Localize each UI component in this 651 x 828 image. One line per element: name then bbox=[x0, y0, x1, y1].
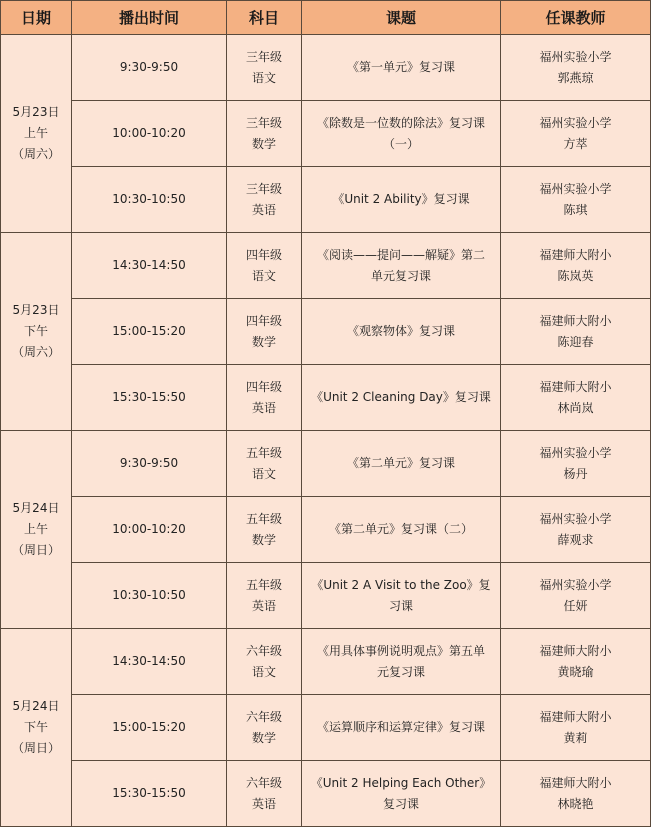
teacher-cell-line: 林晓艳 bbox=[557, 796, 594, 811]
subject-cell-line: 五年级 bbox=[245, 511, 282, 526]
subject-cell-line: 数学 bbox=[251, 532, 276, 547]
time-cell: 14:30-14:50 bbox=[72, 233, 227, 299]
header-row bbox=[1, 1, 651, 35]
subject-cell bbox=[227, 233, 302, 299]
subject-cell bbox=[227, 563, 302, 629]
teacher-cell-line: 陈岚英 bbox=[557, 268, 594, 283]
topic-cell-line: 《运算顺序和运算定律》复习课 bbox=[316, 720, 485, 734]
teacher-cell-line: 福建师大附小 bbox=[539, 643, 612, 658]
subject-cell-line: 数学 bbox=[251, 136, 276, 151]
time-cell: 10:00-10:20 bbox=[72, 101, 227, 167]
date-cell-line: （周日） bbox=[11, 543, 60, 557]
date-cell bbox=[1, 431, 72, 629]
teacher-cell bbox=[501, 299, 651, 365]
subject-cell-line: 五年级 bbox=[245, 577, 282, 592]
subject-cell bbox=[227, 35, 302, 101]
header-teacher: 任课教师 bbox=[501, 1, 651, 35]
topic-cell bbox=[302, 101, 501, 167]
topic-cell-line: （一） bbox=[382, 136, 419, 151]
table-row bbox=[1, 299, 651, 365]
time-cell: 14:30-14:50 bbox=[72, 629, 227, 695]
date-cell-line: 5月24日 bbox=[12, 501, 60, 515]
subject-cell-line: 语文 bbox=[251, 664, 276, 679]
teacher-cell-line: 福建师大附小 bbox=[539, 247, 612, 262]
table-row bbox=[1, 761, 651, 827]
teacher-cell bbox=[501, 101, 651, 167]
subject-cell-line: 六年级 bbox=[245, 775, 282, 790]
topic-cell-line: 《阅读——提问——解疑》第二 bbox=[316, 247, 485, 262]
subject-cell-line: 三年级 bbox=[245, 49, 282, 64]
subject-cell-line: 英语 bbox=[251, 796, 276, 811]
subject-cell-line: 三年级 bbox=[245, 181, 282, 196]
topic-cell bbox=[302, 233, 501, 299]
table-row bbox=[1, 365, 651, 431]
topic-cell bbox=[302, 497, 501, 563]
time-cell: 10:00-10:20 bbox=[72, 497, 227, 563]
teacher-cell-line: 福建师大附小 bbox=[539, 379, 612, 394]
date-cell-line: 5月23日 bbox=[12, 303, 60, 317]
header-time: 播出时间 bbox=[72, 1, 227, 35]
teacher-cell-line: 福建师大附小 bbox=[539, 775, 612, 790]
topic-cell bbox=[302, 431, 501, 497]
topic-cell-line: 《Unit 2 Cleaning Day》复习课 bbox=[311, 390, 491, 404]
teacher-cell-line: 福州实验小学 bbox=[539, 115, 612, 130]
topic-cell bbox=[302, 299, 501, 365]
header-topic: 课题 bbox=[302, 1, 501, 35]
date-cell bbox=[1, 233, 72, 431]
time-cell: 15:00-15:20 bbox=[72, 299, 227, 365]
subject-cell-line: 六年级 bbox=[245, 643, 282, 658]
date-cell-line: 上午 bbox=[23, 126, 48, 140]
table-row bbox=[1, 167, 651, 233]
time-cell: 15:00-15:20 bbox=[72, 695, 227, 761]
topic-cell-line: 《Unit 2 A Visit to the Zoo》复 bbox=[311, 577, 491, 592]
subject-cell bbox=[227, 695, 302, 761]
date-cell-line: 5月23日 bbox=[12, 105, 60, 119]
date-cell-line: 5月24日 bbox=[12, 699, 60, 713]
subject-cell bbox=[227, 167, 302, 233]
teacher-cell bbox=[501, 167, 651, 233]
schedule-body bbox=[1, 35, 651, 827]
topic-cell bbox=[302, 695, 501, 761]
subject-cell-line: 四年级 bbox=[245, 313, 282, 328]
teacher-cell-line: 黄莉 bbox=[563, 730, 588, 745]
table-row bbox=[1, 35, 651, 101]
topic-cell-line: 《除数是一位数的除法》复习课 bbox=[316, 115, 485, 130]
subject-cell-line: 英语 bbox=[251, 598, 276, 613]
date-cell-line: 上午 bbox=[23, 522, 48, 536]
date-cell-line: （周六） bbox=[11, 345, 60, 359]
time-cell: 15:30-15:50 bbox=[72, 365, 227, 431]
time-cell: 9:30-9:50 bbox=[72, 35, 227, 101]
time-cell: 10:30-10:50 bbox=[72, 563, 227, 629]
date-cell-line: （周六） bbox=[11, 147, 60, 161]
subject-cell bbox=[227, 299, 302, 365]
topic-cell-line: 《第二单元》复习课 bbox=[346, 456, 455, 470]
teacher-cell bbox=[501, 761, 651, 827]
time-cell: 15:30-15:50 bbox=[72, 761, 227, 827]
topic-cell-line: 《用具体事例说明观点》第五单 bbox=[316, 643, 485, 658]
date-cell-line: 下午 bbox=[23, 720, 48, 734]
subject-cell-line: 英语 bbox=[251, 400, 276, 415]
teacher-cell bbox=[501, 35, 651, 101]
table-row bbox=[1, 629, 651, 695]
time-cell: 9:30-9:50 bbox=[72, 431, 227, 497]
table-row bbox=[1, 695, 651, 761]
subject-cell-line: 四年级 bbox=[245, 247, 282, 262]
topic-cell-line: 单元复习课 bbox=[370, 268, 431, 283]
subject-cell-line: 语文 bbox=[251, 268, 276, 283]
teacher-cell-line: 福州实验小学 bbox=[539, 49, 612, 64]
teacher-cell-line: 黄晓瑜 bbox=[557, 664, 594, 679]
teacher-cell bbox=[501, 431, 651, 497]
subject-cell-line: 语文 bbox=[251, 70, 276, 85]
date-cell-line: 下午 bbox=[23, 324, 48, 338]
topic-cell-line: 《Unit 2 Helping Each Other》 bbox=[310, 775, 492, 790]
subject-cell bbox=[227, 497, 302, 563]
subject-cell-line: 英语 bbox=[251, 202, 276, 217]
table-row bbox=[1, 431, 651, 497]
teacher-cell-line: 福州实验小学 bbox=[539, 577, 612, 592]
topic-cell bbox=[302, 365, 501, 431]
topic-cell bbox=[302, 761, 501, 827]
topic-cell bbox=[302, 563, 501, 629]
table-row bbox=[1, 563, 651, 629]
topic-cell-line: 《第二单元》复习课（二） bbox=[328, 522, 473, 536]
teacher-cell-line: 薛观求 bbox=[557, 532, 594, 547]
teacher-cell bbox=[501, 233, 651, 299]
table-row bbox=[1, 233, 651, 299]
subject-cell bbox=[227, 431, 302, 497]
teacher-cell bbox=[501, 563, 651, 629]
subject-cell-line: 四年级 bbox=[245, 379, 282, 394]
topic-cell bbox=[302, 629, 501, 695]
subject-cell bbox=[227, 365, 302, 431]
subject-cell bbox=[227, 761, 302, 827]
teacher-cell-line: 任妍 bbox=[563, 598, 588, 613]
subject-cell-line: 数学 bbox=[251, 730, 276, 745]
topic-cell-line: 《观察物体》复习课 bbox=[346, 324, 455, 338]
header-subject: 科目 bbox=[227, 1, 302, 35]
topic-cell bbox=[302, 35, 501, 101]
teacher-cell-line: 陈迎春 bbox=[557, 334, 594, 349]
teacher-cell-line: 福州实验小学 bbox=[539, 181, 612, 196]
teacher-cell-line: 方萃 bbox=[563, 136, 588, 151]
teacher-cell bbox=[501, 497, 651, 563]
teacher-cell-line: 福建师大附小 bbox=[539, 709, 612, 724]
header-date: 日期 bbox=[1, 1, 72, 35]
date-cell-line: （周日） bbox=[11, 741, 60, 755]
teacher-cell-line: 福建师大附小 bbox=[539, 313, 612, 328]
teacher-cell-line: 郭燕琼 bbox=[557, 70, 594, 85]
subject-cell-line: 三年级 bbox=[245, 115, 282, 130]
date-cell bbox=[1, 35, 72, 233]
topic-cell-line: 元复习课 bbox=[376, 664, 425, 679]
subject-cell-line: 六年级 bbox=[245, 709, 282, 724]
subject-cell bbox=[227, 101, 302, 167]
topic-cell bbox=[302, 167, 501, 233]
table-row bbox=[1, 101, 651, 167]
table-row bbox=[1, 497, 651, 563]
subject-cell bbox=[227, 629, 302, 695]
teacher-cell-line: 林尚岚 bbox=[557, 400, 594, 415]
teacher-cell-line: 杨丹 bbox=[563, 466, 588, 481]
subject-cell-line: 数学 bbox=[251, 334, 276, 349]
teacher-cell-line: 福州实验小学 bbox=[539, 445, 612, 460]
time-cell: 10:30-10:50 bbox=[72, 167, 227, 233]
subject-cell-line: 五年级 bbox=[245, 445, 282, 460]
teacher-cell-line: 福州实验小学 bbox=[539, 511, 612, 526]
date-cell bbox=[1, 629, 72, 827]
topic-cell-line: 《Unit 2 Ability》复习课 bbox=[332, 192, 470, 206]
subject-cell-line: 语文 bbox=[251, 466, 276, 481]
teacher-cell bbox=[501, 365, 651, 431]
teacher-cell bbox=[501, 695, 651, 761]
topic-cell-line: 复习课 bbox=[382, 796, 419, 811]
teacher-cell-line: 陈琪 bbox=[563, 202, 588, 217]
topic-cell-line: 习课 bbox=[388, 598, 413, 613]
teacher-cell bbox=[501, 629, 651, 695]
topic-cell-line: 《第一单元》复习课 bbox=[346, 60, 455, 74]
